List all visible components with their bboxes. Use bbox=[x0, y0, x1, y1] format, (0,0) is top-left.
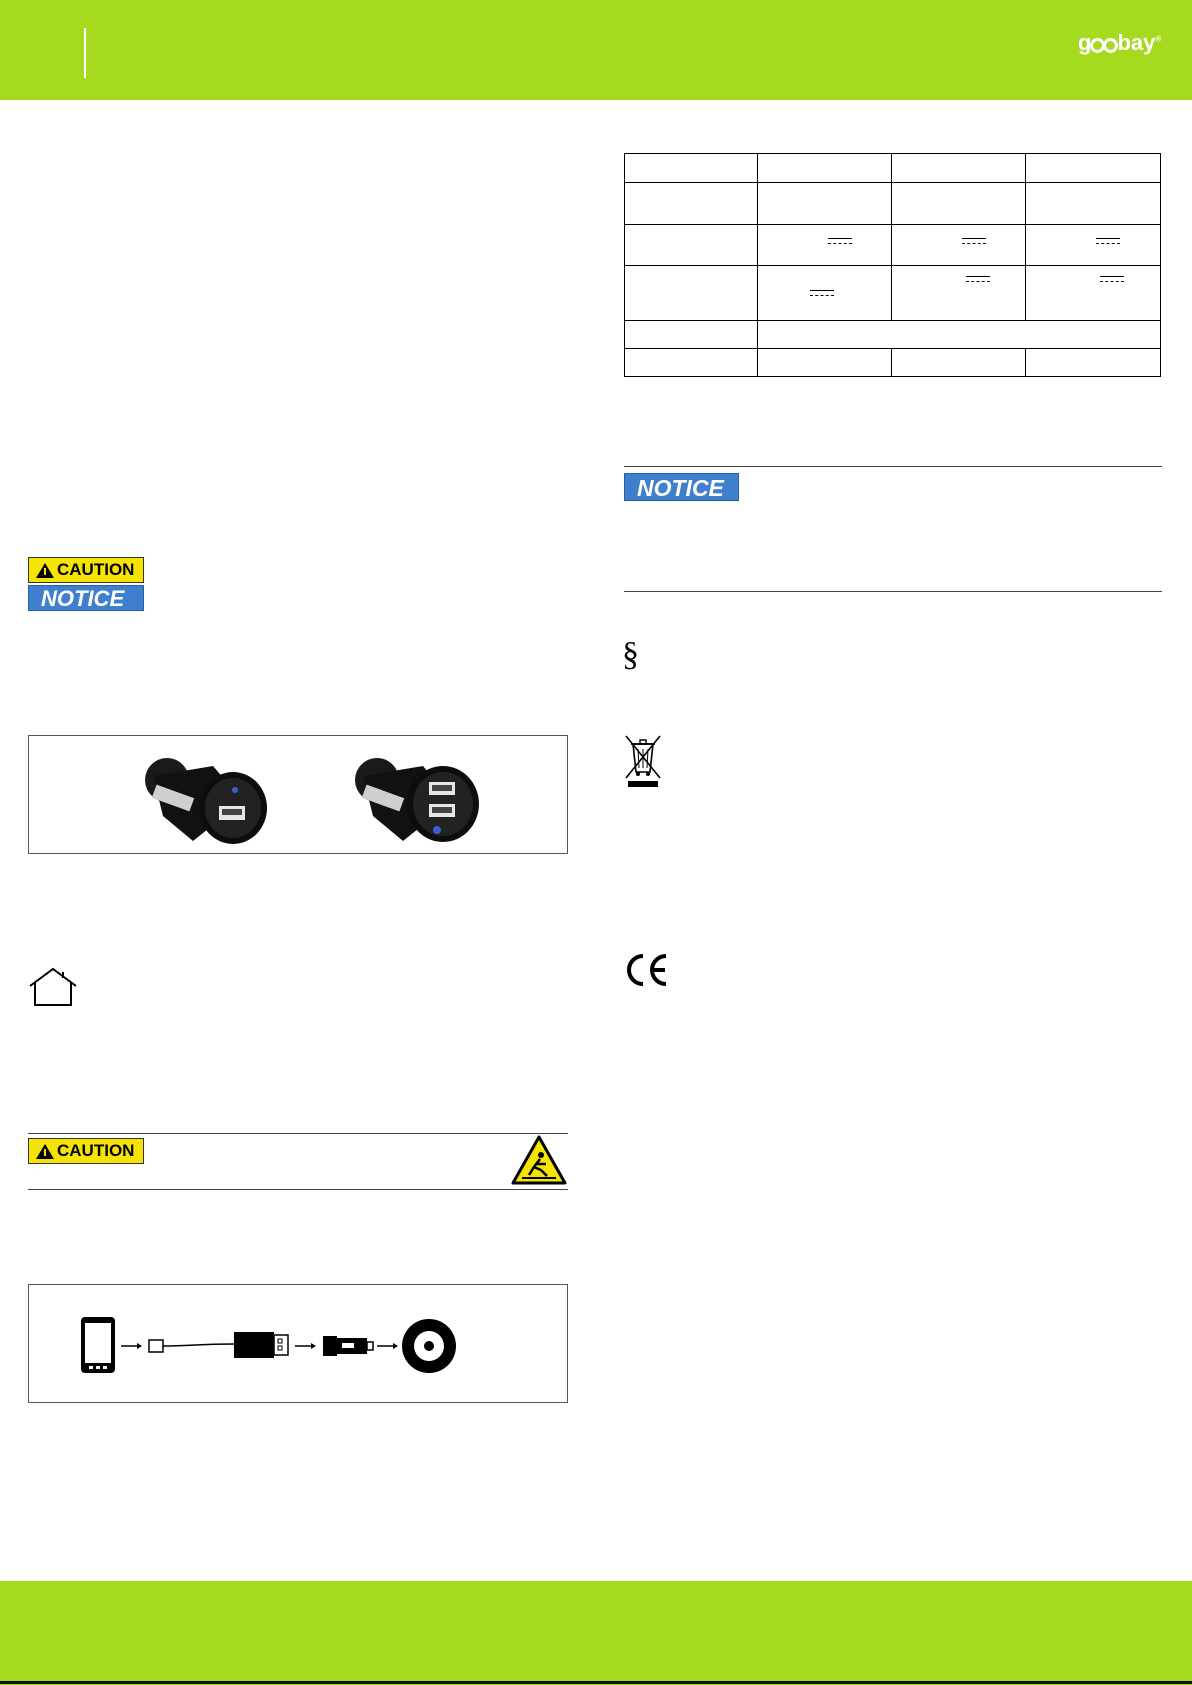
connection-diagram-box bbox=[28, 1284, 568, 1403]
smartphone-icon bbox=[81, 1317, 115, 1373]
warning-triangle-icon bbox=[36, 1144, 54, 1159]
house-icon bbox=[27, 967, 79, 1007]
dc-symbol-icon bbox=[966, 276, 990, 284]
header-divider bbox=[84, 28, 86, 78]
notice-badge-2 bbox=[624, 473, 739, 501]
caution-top-rule bbox=[28, 1133, 568, 1134]
notice-bottom-rule bbox=[624, 591, 1162, 592]
table-row bbox=[625, 154, 1161, 183]
notice-badge bbox=[28, 585, 144, 611]
table-row bbox=[625, 225, 1161, 266]
single-usb-charger-image bbox=[133, 746, 273, 846]
dc-symbol-icon bbox=[1100, 276, 1124, 284]
caution-badge bbox=[28, 557, 144, 583]
caution-bottom-rule bbox=[28, 1189, 568, 1190]
product-image-box bbox=[28, 735, 568, 854]
table-row bbox=[625, 183, 1161, 225]
legal-section-symbol: § bbox=[622, 636, 639, 673]
dual-usb-charger-image bbox=[343, 746, 483, 846]
caution-label: CAUTION bbox=[57, 1141, 135, 1160]
car-socket-icon bbox=[402, 1319, 456, 1373]
dc-symbol-icon bbox=[828, 238, 852, 246]
header-bar bbox=[0, 0, 1192, 100]
table-row bbox=[625, 266, 1161, 321]
specifications-table bbox=[624, 153, 1161, 377]
car-charger-icon bbox=[323, 1336, 373, 1356]
notice-label: NOTICE bbox=[41, 586, 125, 611]
weee-bin-icon bbox=[624, 734, 662, 788]
footer-bar bbox=[0, 1581, 1192, 1685]
caution-badge-2 bbox=[28, 1138, 144, 1164]
slip-hazard-icon bbox=[510, 1134, 568, 1186]
caution-label: CAUTION bbox=[57, 560, 135, 579]
dc-symbol-icon bbox=[962, 238, 986, 246]
ce-mark-icon bbox=[624, 953, 670, 987]
brand-logo: g bay® bbox=[1078, 30, 1162, 55]
notice-top-rule bbox=[624, 466, 1162, 467]
table-row bbox=[625, 349, 1161, 377]
notice-label: NOTICE bbox=[637, 475, 724, 501]
connection-diagram bbox=[79, 1315, 499, 1379]
table-row bbox=[625, 321, 1161, 349]
dc-symbol-icon bbox=[810, 290, 834, 298]
warning-triangle-icon bbox=[36, 563, 54, 578]
dc-symbol-icon bbox=[1096, 238, 1120, 246]
footer-rule bbox=[0, 1681, 1192, 1684]
